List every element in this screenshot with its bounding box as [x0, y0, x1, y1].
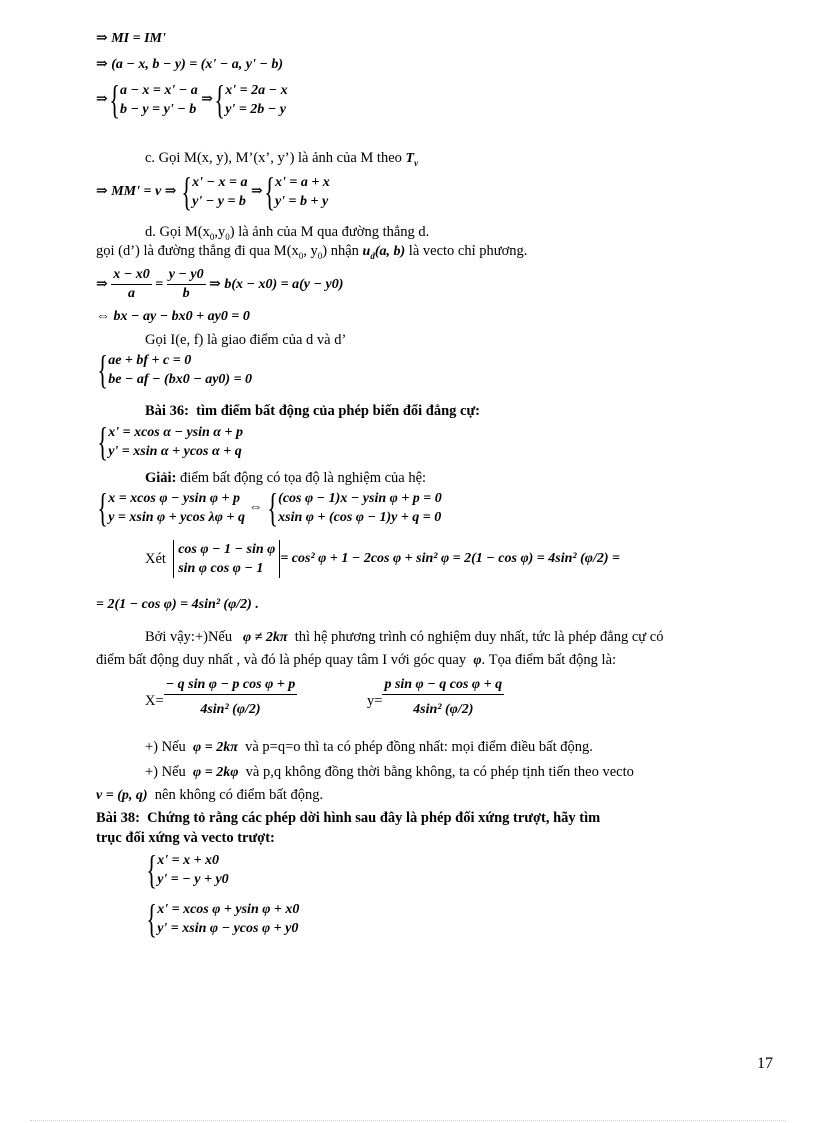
heading-bai-38-line2: trục đối xứng và vecto trượt:: [96, 830, 275, 846]
equation-determinant-result: = 2(1 − cos φ) = 4sin² (φ/2) .: [96, 597, 259, 612]
equation-vector-components: ⇒ (a − x, b − y) = (x' − a, y' − b): [96, 57, 283, 72]
paragraph-boi-vay-2: điểm bất động duy nhất , và đó là phép quay tâm I với góc quay φ. Tọa điểm bất động là:: [96, 652, 617, 668]
heading-bai-36: Bài 36: tìm điểm bất động của phép biến đổi đẳng cự:: [145, 403, 481, 419]
paragraph-d-prime: gọi (d’) là đường thẳng đi qua $M(x_0$, $y_0$) nhận $u_d(a$, b) là vecto chỉ phương.: [96, 243, 528, 261]
equation-determinant: Xét cos φ − 1 − sin φ sin φ cos φ − 1 = cos² φ + 1 − 2cos φ + sin² φ = 2(1 − cos φ) = 4sin² (φ/2) =: [145, 542, 620, 576]
equation-system-6: { x' = x + x0 y' = − y + y0: [146, 847, 229, 892]
page-number: 17: [757, 1055, 773, 1072]
heading-bai-38: Bài 38: Chứng tỏ rằng các phép dời hình sau đây là phép đối xứng trượt, hãy tìm: [96, 810, 601, 826]
paragraph-case-translation: +) Nếu φ = 2kφ và p,q không đồng thời bằng không, ta có phép tịnh tiến theo vecto: [145, 764, 634, 780]
footer-divider: [30, 1120, 786, 1121]
equation-system-7: { x' = xcos φ + ysin φ + x0 y' = xsin φ − ycos φ + y0: [146, 896, 300, 941]
equation-system-5: { x = xcos φ − ysin φ + p y = xsin φ + ycos λφ + q ⇔ { (cos φ − 1)x − ysin φ + p = 0 xsin φ + (cos φ − 1)y + q = 0: [97, 485, 442, 530]
equation-mi-im: ⇒ MI = IM': [96, 31, 166, 46]
equation-system-3: { ae + bf + c = 0 be − af − (bx0 − ay0) = 0: [97, 347, 253, 392]
equation-line-standard: ⇔ bx − ay − bx0 + ay0 = 0: [96, 309, 250, 324]
paragraph-d: d. Gọi $M(x_0,y_0)$ là ảnh của M qua đường thẳng d.: [145, 224, 430, 242]
paragraph-giai: Giải: điểm bất động có tọa độ là nghiệm của hệ:: [145, 470, 427, 486]
paragraph-case-identity: +) Nếu φ = 2kπ và p=q=o thì ta có phép đồng nhất: mọi điểm điều bất động.: [145, 739, 593, 755]
equation-system-4: { x' = xcos α − ysin α + p y' = xsin α + ycos α + q: [97, 419, 244, 464]
equation-system-2: ⇒ MM' = v ⇒ { x' − x = a y' − y = b ⇒ { x' = a + x y' = b + y: [96, 169, 330, 214]
equation-line-fraction: ⇒ $\frac{x - x0}{a}$ = $\frac{y - y0}{b}$ ⇒ b(x − x0) = a(y − y0): [96, 267, 344, 301]
equation-system-1: ⇒ { a − x = x' − a b − y = y' − b ⇒ { x' = 2a − x y' = 2b − y: [96, 77, 288, 122]
paragraph-case-translation-2: v = (p, q) nên không có điểm bất động.: [96, 787, 324, 803]
equation-fixed-point-y: y= $\frac{\text{p sin φ − q cos φ + q}}{\text{4sin² (φ/2)}}$: [367, 677, 503, 717]
paragraph-c: c. Gọi M(x, y), M’(x’, y’) là ảnh của M theo $T_v$: [145, 150, 419, 168]
paragraph-goi-i: Gọi I(e, f) là giao điểm của d và d’: [145, 332, 347, 348]
equation-fixed-point-x: X= $\frac{\text{− q sin φ − p cos φ + p}}{\text{4sin² (φ/2)}}$: [145, 677, 296, 717]
paragraph-boi-vay: Bởi vậy:+)Nếu φ ≠ 2kπ thì hệ phương trình có nghiệm duy nhất, tức là phép đẳng cự có: [145, 629, 664, 645]
